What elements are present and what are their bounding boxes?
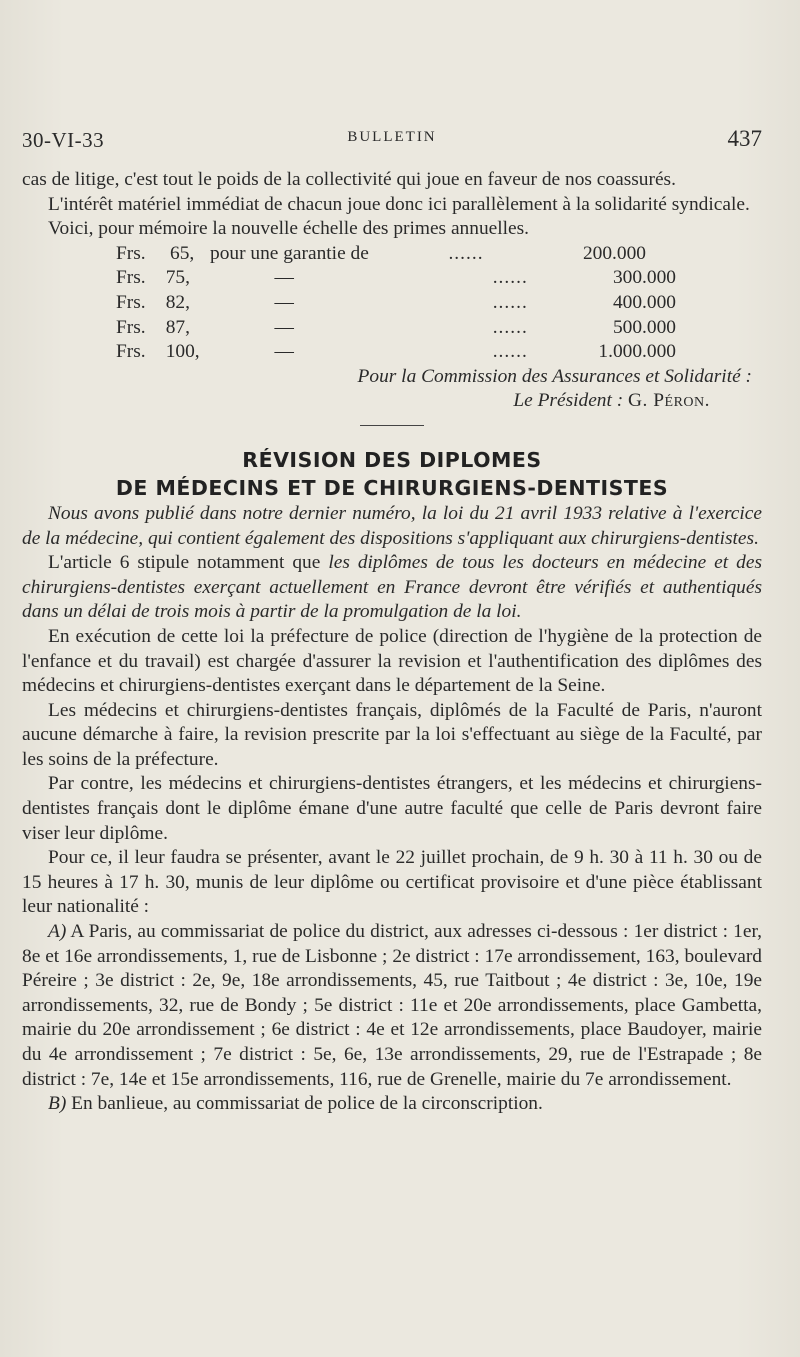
premium-row: [116, 316, 676, 341]
article-6-quote: les diplômes de tous les docteurs en médecine et des chirurgiens-dentistes exerçant actuellement en France devront être vérifiés et authentiqués dans un délai de trois mois à partir de la promulgation de la loi.: [22, 552, 763, 623]
premium-currency: Frs.: [116, 267, 146, 289]
article-lead: Nous avons publié dans notre dernier numéro, la loi du 21 avril 1933 relative à l'exercice de la médecine, qui contient également des dispositions s'appliquant aux chirurgiens-dentistes.: [22, 502, 762, 549]
bulletin-title: BULLETIN: [347, 129, 437, 145]
premium-currency: Frs.: [116, 316, 146, 338]
article-title-line-1: RÉVISION DES DIPLOMES: [242, 447, 542, 472]
article-title-line-2: DE MÉDECINS ET DE CHIRURGIENS-DENTISTES: [115, 475, 669, 500]
premium-amount: 82,: [165, 291, 190, 313]
banlieue-paragraph: [22, 1092, 762, 1117]
premium-description: pour une garantie de: [210, 242, 369, 264]
issue-date: 30-VI-33: [22, 128, 105, 152]
intro-paragraph-2: L'intérêt matériel immédiat de chacun joue donc ici parallèlement à la solidarité syndicale.: [48, 193, 750, 215]
premium-leader-dots: ......: [492, 267, 528, 289]
premium-row: [116, 266, 676, 291]
premium-description: —: [274, 316, 294, 338]
item-a-label: A): [48, 921, 67, 943]
signature-name: G. Péron.: [628, 390, 710, 412]
item-a-text: A Paris, au commissariat de police du district, aux adresses ci-dessous : 1er district : 1er, 8e et 16e arrondissements, 1, rue de Lisbonne ; 2e district : 17e arrondissement, 163, boulevard Péreire ; 3e district : 2e, 9e, 18e arrondissements, 45, rue Taitbout ; 4e district : 3e, 10e, 19e arrondissements, 32, rue de Bondy ; 5e district : 11e et 20e arrondissements, place Gambetta, mairie du 20e arrondissement ; 6e district : 4e et 12e arrondissements, place Baudoyer, mairie du 4e arrondissement ; 7e district : 5e, 6e, 13e arrondissements, 29, rue de l'Estrapade ; 8e district : 7e, 14e et 15e arrondissements, 116, rue de Grenelle, mairie du 7e arrondissement.: [22, 921, 762, 1090]
page-number: 437: [727, 126, 762, 151]
premium-description: —: [274, 341, 294, 363]
foreign-paragraph: Par contre, les médecins et chirurgiens-dentistes étrangers, et les médecins et chirurgiens-dentistes français dont le diplôme émane d'une autre faculté que celle de Paris devront faire viser leur diplôme.: [22, 773, 762, 844]
premium-description: —: [274, 267, 294, 289]
item-b-label: B): [48, 1093, 67, 1115]
paris-addresses-paragraph: [22, 920, 762, 1092]
execution-paragraph: En exécution de cette loi la préfecture de police (direction de l'hygiène de la protection de l'enfance et du travail) est chargée d'assurer la revision et l'authentification des diplômes des médecins et chirurgiens-dentistes exerçant dans le département de la Seine.: [22, 625, 762, 697]
signature-line: [22, 389, 762, 414]
premium-currency: Frs.: [116, 242, 146, 264]
paris-paragraph: Les médecins et chirurgiens-dentistes français, diplômés de la Faculté de Paris, n'auront aucune démarche à faire, la revision prescrite par la loi s'effectuant au siège de la Faculté, par les soins de la préfecture.: [22, 699, 762, 770]
premium-guarantee-value: 300.000: [612, 267, 676, 289]
page-body: [22, 168, 762, 1117]
premium-row: [116, 340, 676, 365]
premium-row: [116, 242, 676, 267]
premium-guarantee-value: 200.000: [582, 242, 646, 264]
article-6-intro: L'article 6 stipule notamment que: [48, 552, 329, 574]
section-divider: [360, 425, 424, 426]
premium-row: [116, 291, 676, 316]
premium-leader-dots: ......: [492, 316, 528, 338]
premium-description: —: [274, 291, 294, 313]
item-b-text: En banlieue, au commissariat de police de la circonscription.: [66, 1093, 543, 1115]
premium-amount: 100,: [165, 341, 200, 363]
procedure-paragraph: Pour ce, il leur faudra se présenter, avant le 22 juillet prochain, de 9 h. 30 à 11 h. 30 ou de 15 heures à 17 h. 30, munis de leur diplôme ou certificat provisoire et d'une pièce établissant leur nationalité :: [22, 847, 762, 918]
premium-guarantee-value: 400.000: [612, 291, 676, 313]
premium-guarantee-value: 500.000: [612, 316, 676, 338]
intro-paragraph-3: Voici, pour mémoire la nouvelle échelle des primes annuelles.: [48, 218, 530, 240]
premium-scale-table: [22, 242, 676, 365]
premium-currency: Frs.: [116, 341, 146, 363]
premium-amount: 65,: [170, 242, 195, 264]
premium-leader-dots: ......: [492, 291, 528, 313]
signature-commission: Pour la Commission des Assurances et Solidarité :: [357, 365, 752, 387]
premium-leader-dots: ......: [492, 341, 528, 363]
article-6-paragraph: [22, 551, 762, 625]
premium-leader-dots: ......: [448, 242, 484, 264]
premium-amount: 87,: [165, 316, 190, 338]
intro-paragraph-1: cas de litige, c'est tout le poids de la collectivité qui joue en faveur de nos coassurés.: [22, 169, 676, 190]
premium-currency: Frs.: [116, 291, 146, 313]
premium-guarantee-value: 1.000.000: [598, 341, 676, 363]
premium-amount: 75,: [165, 267, 190, 289]
running-head: [22, 126, 762, 156]
signature-role: Le Président :: [513, 390, 624, 412]
